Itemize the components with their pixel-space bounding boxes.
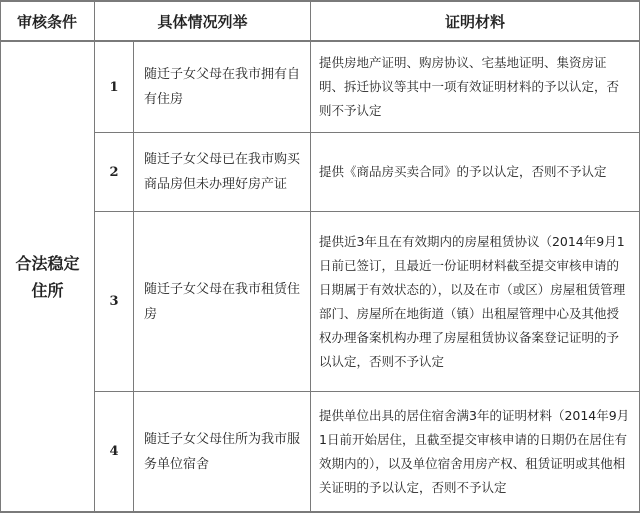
row-number: 3: [109, 294, 119, 309]
condition-cell: 合法稳定 住所: [15, 253, 80, 300]
row-number: 1: [109, 79, 119, 95]
material-cell: 提供近3年且在有效期内的房屋租赁协议（2014年9月1日前已签订，且最近一份证明材料截至提交审核申请的日期属于有效状态的），以及在市（或区）房屋租赁管理部门、房屋所在地街道（镇）出租屋管理中心及其他授权办理备案机构办理了房屋租赁协议备案登记证明的予以认定，否则不予认定: [319, 233, 626, 369]
material-cell: 提供《商品房买卖合同》的予以认定，否则不予认定: [319, 164, 607, 179]
header-materials: 证明材料: [444, 12, 505, 31]
situation-cell: 随迁子女父母住所为我市服务单位宿舍: [144, 431, 301, 472]
header-situation: 具体情况列举: [157, 12, 248, 31]
situation-cell: 随迁子女父母已在我市购买商品房但未办理好房产证: [144, 152, 301, 192]
situation-cell: 随迁子女父母在我市拥有自有住房: [144, 67, 301, 107]
situation-cell: 随迁子女父母在我市租赁住房: [144, 281, 301, 322]
material-cell: 提供单位出具的居住宿舍满3年的证明材料（2014年9月1日前开始居住，且截至提交审核申请的日期仍在居住有效期内的），以及单位宿舍用房产权、租赁证明或其他相关证明的予以认定，否则不予认定: [319, 407, 630, 495]
material-cell: 提供房地产证明、购房协议、宅基地证明、集资房证明、拆迁协议等其中一项有效证明材料的予以认定，否则不予认定: [319, 55, 620, 118]
header-condition: 审核条件: [16, 12, 77, 31]
row-number: 4: [109, 444, 119, 459]
row-number: 2: [109, 164, 119, 180]
